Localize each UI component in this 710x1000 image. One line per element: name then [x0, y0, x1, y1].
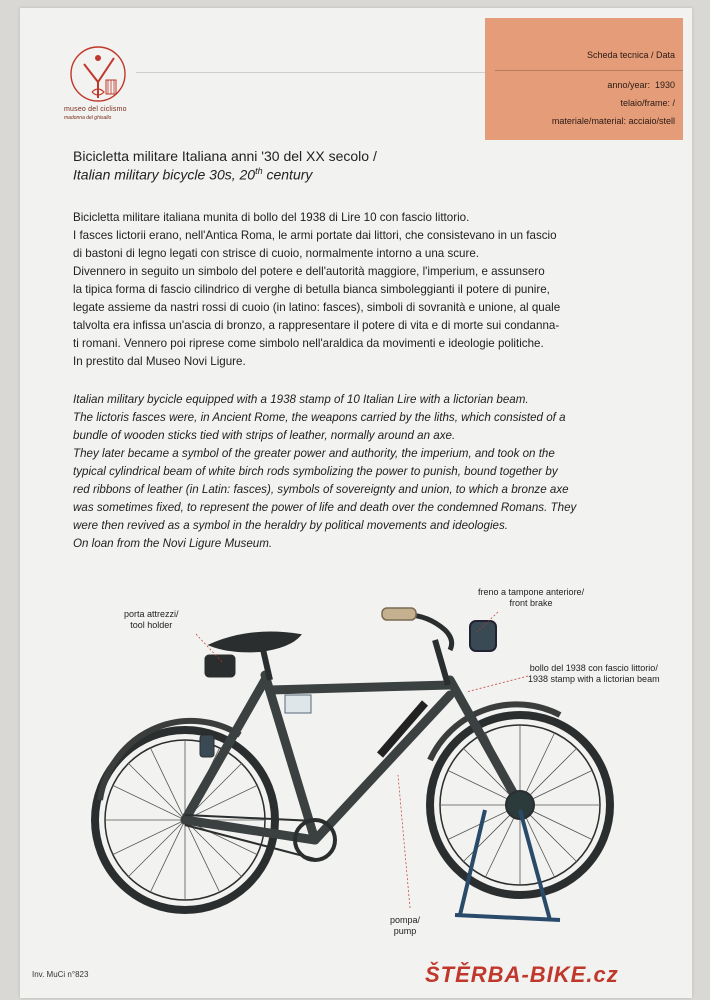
label-line: pompa/ — [390, 915, 421, 925]
datacard-year — [493, 80, 675, 90]
frame-value: / — [672, 98, 675, 108]
description-english — [73, 391, 643, 553]
inventory-number: Inv. MuCi n°823 — [32, 970, 89, 979]
paragraph-line: red ribbons of leather (in Latin: fasces), symbols of sovereignty and union, to which a bronze axe — [73, 483, 569, 496]
paragraph-line: Italian military bycicle equipped with a 1938 stamp of 10 Italian Lire with a lictorian beam. — [73, 393, 529, 406]
label-pump — [390, 915, 420, 937]
label-line: front brake — [509, 598, 553, 608]
datacard-material — [493, 116, 675, 126]
label-line: 1938 stamp with a lictorian beam — [528, 674, 660, 684]
label-line: bollo del 1938 con fascio littorio/ — [529, 663, 658, 673]
paragraph-line: In prestito dal Museo Novi Ligure. — [73, 355, 246, 368]
paragraph-line: la tipica forma di fascio cilindrico di verghe di betulla bianca simboleggianti il potere di punire, — [73, 283, 550, 296]
label-line: pump — [393, 926, 417, 936]
saddle — [210, 633, 300, 652]
material-label: materiale/material: — [551, 116, 626, 126]
stamp-tag — [285, 695, 311, 713]
paragraph-line: talvolta era infissa un'ascia di bronzo, a rappresentare il potere di vita e di morte sui condanna- — [73, 319, 560, 332]
datacard-rule — [495, 70, 683, 71]
year-value: 1930 — [654, 80, 675, 90]
label-line: freno a tampone anteriore/ — [478, 587, 585, 597]
datacard-frame — [493, 98, 675, 108]
paragraph-line: ti romani. Vennero poi riprese come simbolo nell'araldica da movimenti e ideologie politiche. — [73, 337, 544, 350]
frame-label: telaio/frame: — [620, 98, 670, 108]
paragraph-line: The lictoris fasces were, in Ancient Rome, the weapons carried by the liths, which consisted of a — [73, 411, 566, 424]
tool-bag — [205, 655, 235, 677]
military-bicycle-illustration — [90, 585, 630, 945]
technical-data-card — [485, 18, 683, 140]
title-english — [73, 166, 312, 183]
museum-subtitle: madonna del ghisallo — [64, 115, 112, 121]
paragraph-line: typical cylindrical beam of white birch rods symbolizing the power to punish, bound together by — [73, 465, 558, 478]
watermark-logo — [425, 962, 619, 988]
paragraph-line: were then revived as a symbol in the heraldry by political movements and ideologies. — [73, 519, 508, 532]
paragraph-line: bundle of wooden sticks tied with strips of leather, normally around an axe. — [73, 429, 456, 442]
title-english-sup: th — [255, 166, 263, 176]
title-english-main: Italian military bicycle 30s, 20 — [73, 166, 256, 183]
description-italian — [73, 209, 643, 371]
museum-name: museo del ciclismo — [64, 106, 127, 113]
paragraph-line: di bastoni di legno legati con strisce di cuoio, normalmente intorno a una scure. — [73, 247, 480, 260]
paragraph-line: I fasces lictorii erano, nell'Antica Roma, le armi portate dai littori, che consistevano in un fascio — [73, 229, 557, 242]
watermark-part1: ŠTĚRBA — [425, 962, 522, 987]
material-value: acciaio/stell — [628, 116, 675, 126]
year-label: anno/year: — [607, 80, 650, 90]
title-italian: Bicicletta militare Italiana anni '30 del XX secolo / — [73, 148, 377, 164]
paragraph-line: Bicicletta militare italiana munita di bollo del 1938 di Lire 10 con fascio littorio. — [73, 211, 470, 224]
label-line: tool holder — [130, 620, 173, 630]
paragraph-line: legate assieme da nastri rossi di cuoio (in latino: fasces), simboli di sovranità e unione, al quale — [73, 301, 561, 314]
paragraph-line: On loan from the Novi Ligure Museum. — [73, 537, 273, 550]
paragraph-line: They later became a symbol of the greater power and authority, the imperium, and took on the — [73, 447, 555, 460]
label-front-brake — [478, 587, 584, 609]
lamp — [470, 621, 496, 651]
title-english-tail: century — [262, 166, 313, 183]
paragraph-line: Divennero in seguito un simbolo del potere e dell'autorità maggiore, l'imperium, e assunsero — [73, 265, 545, 278]
paragraph-line: was sometimes fixed, to represent the power of life and death over the condemned Romans. They — [73, 501, 577, 514]
label-stamp — [528, 663, 660, 685]
watermark-part2: -BIKE.cz — [521, 962, 619, 987]
label-tool-holder — [124, 609, 179, 631]
datacard-header: Scheda tecnica / Data — [586, 50, 675, 60]
label-line: porta attrezzi/ — [124, 609, 179, 619]
